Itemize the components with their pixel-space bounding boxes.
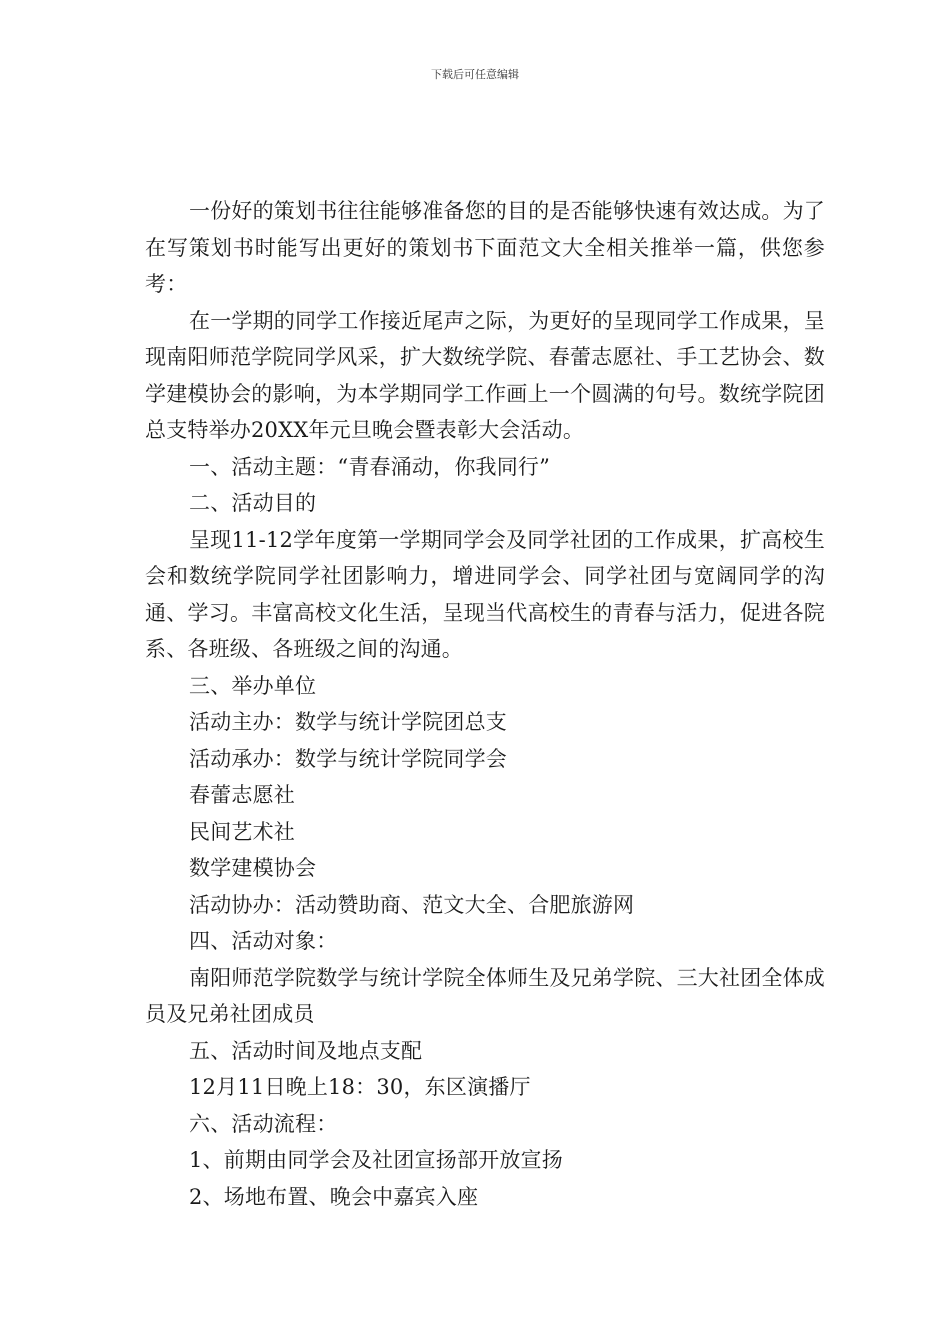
process-step-1: 1、前期由同学会及社团宣扬部开放宣扬 bbox=[189, 1148, 563, 1172]
organizer-club-folk-art: 民间艺术社 bbox=[189, 819, 295, 844]
document-body bbox=[145, 193, 825, 1215]
process-step-2: 2、场地布置、晚会中嘉宾入座 bbox=[189, 1184, 479, 1209]
section-heading-time-place: 五、活动时间及地点支配 bbox=[189, 1038, 423, 1063]
section-heading-process: 六、活动流程： bbox=[189, 1111, 338, 1136]
intro-paragraph: 一份好的策划书往往能够准备您的目的是否能够快速有效达成。为了在写策划书时能写出更好的策划书下面范文大全相关推举一篇，供您参考： bbox=[145, 199, 825, 296]
organizer-club-volunteer: 春蕾志愿社 bbox=[189, 783, 295, 807]
section-heading-audience: 四、活动对象： bbox=[189, 929, 338, 953]
section-heading-organizers: 三、举办单位 bbox=[189, 673, 317, 698]
organizer-host: 活动主办：数学与统计学院团总支 bbox=[189, 710, 507, 734]
background-paragraph: 在一学期的同学工作接近尾声之际，为更好的呈现同学工作成果，呈现南阳师范学院同学风采，扩大数统学院、春蕾志愿社、手工艺协会、数学建模协会的影响，为本学期同学工作画上一个圆满的句号。数统学院团总支特举办20XX年元旦晚会暨表彰大会活动。 bbox=[145, 308, 825, 442]
audience-paragraph: 南阳师范学院数学与统计学院全体师生及兄弟学院、三大社团全体成员及兄弟社团成员 bbox=[145, 965, 825, 1026]
organizer-club-math-modeling: 数学建模协会 bbox=[189, 856, 317, 880]
organizer-co-host: 活动协办：活动赞助商、范文大全、合肥旅游网 bbox=[189, 892, 635, 917]
section-heading-theme: 一、活动主题：“青春涌动，你我同行” bbox=[189, 454, 551, 479]
section-heading-purpose: 二、活动目的 bbox=[189, 491, 317, 515]
page-header: 下载后可任意编辑 bbox=[431, 68, 519, 81]
purpose-paragraph: 呈现11-12学年度第一学期同学会及同学社团的工作成果，扩高校生会和数统学院同学社团影响力，增进同学会、同学社团与宽阔同学的沟通、学习。丰富高校文化生活，呈现当代高校生的青春与活力，促进各院系、各班级、各班级之间的沟通。 bbox=[145, 527, 825, 661]
organizer-undertaker: 活动承办：数学与统计学院同学会 bbox=[189, 746, 507, 771]
time-place-line: 12月11日晚上18：30，东区演播厅 bbox=[189, 1075, 531, 1099]
